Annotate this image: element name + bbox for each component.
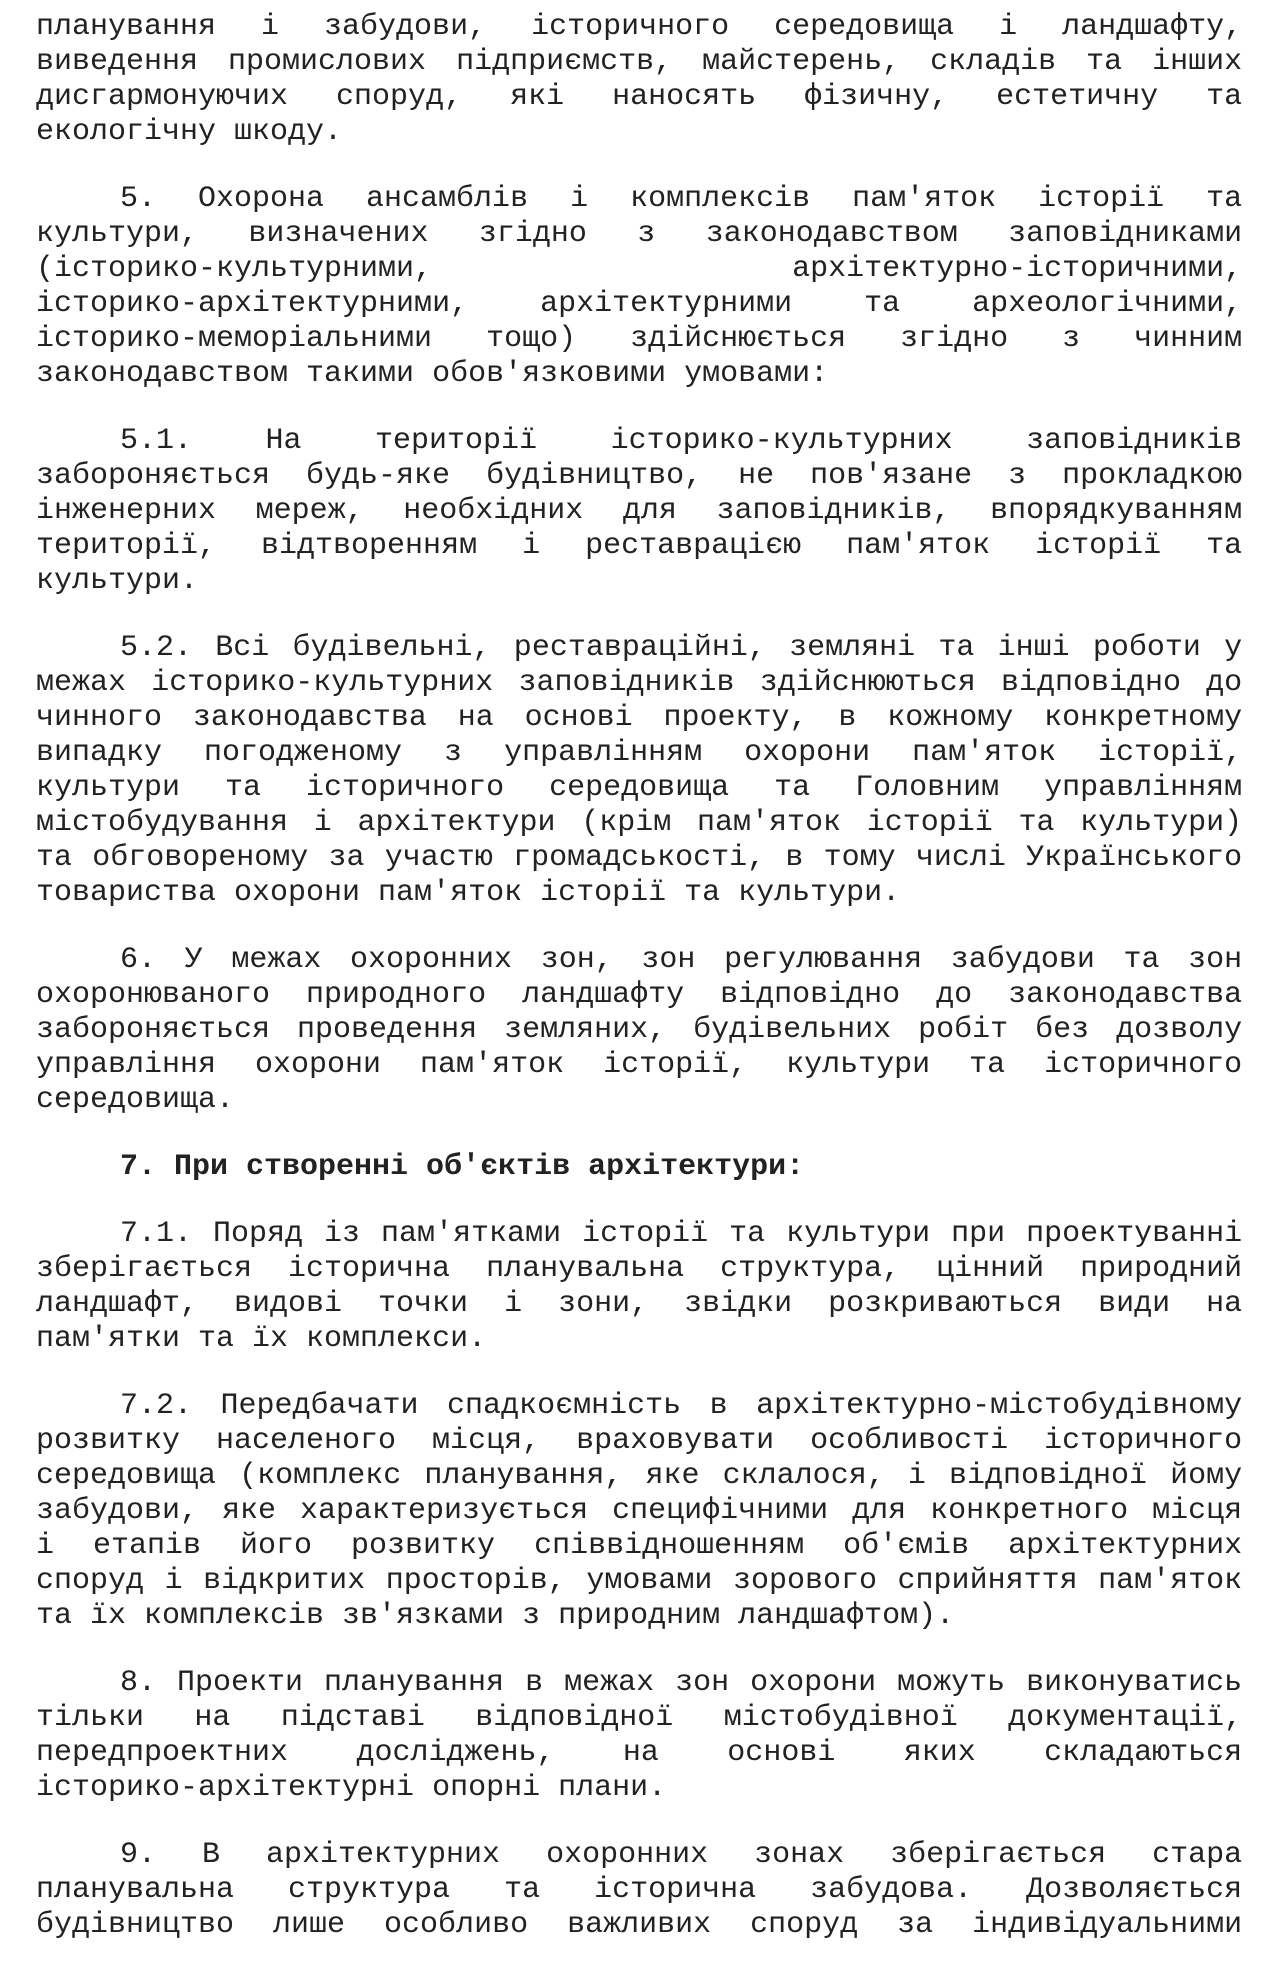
- text-line: інженерних мереж, необхідних для заповідників, впорядкуванням: [36, 494, 1243, 528]
- text-line: 6. У межах охоронних зон, зон регулювання забудови та зон: [120, 943, 1243, 977]
- text-line: та їх комплексів зв'язками з природним ландшафтом).: [36, 1599, 955, 1633]
- text-line: розвитку населеного місця, враховувати особливості історичного: [36, 1424, 1243, 1458]
- text-line: і етапів його розвитку співвідношенням об'ємів архітектурних: [36, 1529, 1243, 1563]
- text-line: передпроектних досліджень, на основі яких складаються: [36, 1736, 1243, 1770]
- text-line: культури, визначених згідно з законодавством заповідниками: [36, 217, 1243, 251]
- section-7-2: [36, 1389, 1242, 1634]
- text-line: виведення промислових підприємств, майстерень, складів та інших: [36, 45, 1243, 79]
- section-9: [36, 1838, 1242, 1943]
- text-line: управління охорони пам'яток історії, культури та історичного: [36, 1048, 1243, 1082]
- section-6: [36, 943, 1242, 1118]
- text-line: історико-меморіальними тощо) здійснюється згідно з чинним: [36, 322, 1243, 356]
- text-line: середовища.: [36, 1083, 235, 1117]
- text-line: тільки на підставі відповідної містобудівної документації,: [36, 1701, 1243, 1735]
- text-line: дисгармонуючих споруд, які наносять фізичну, естетичну та: [36, 80, 1243, 114]
- section-5-2: [36, 631, 1242, 911]
- text-line: забудови, яке характеризується специфічними для конкретного місця: [36, 1494, 1243, 1528]
- text-line: планувальна структура та історична забудова. Дозволяється: [36, 1873, 1243, 1907]
- text-line: товариства охорони пам'яток історії та культури.: [36, 876, 901, 910]
- text-line: середовища (комплекс планування, яке склалося, і відповідної йому: [36, 1459, 1243, 1493]
- text-line: пам'ятки та їх комплекси.: [36, 1322, 487, 1356]
- section-8: [36, 1666, 1242, 1806]
- text-line: 5.1. На території історико-культурних заповідників: [120, 424, 1243, 458]
- text-line: 8. Проекти планування в межах зон охорони можуть виконуватись: [120, 1666, 1243, 1700]
- text-line: зберігається історична планувальна структура, цінний природний: [36, 1252, 1243, 1286]
- text-line: 5.2. Всі будівельні, реставраційні, земляні та інші роботи у: [120, 631, 1243, 665]
- text-line: 9. В архітектурних охоронних зонах зберігається стара: [120, 1838, 1243, 1872]
- section-7-heading: [36, 1150, 1242, 1185]
- text-line: містобудування і архітектури (крім пам'яток історії та культури): [36, 806, 1243, 840]
- text-line: забороняється будь-яке будівництво, не пов'язане з прокладкою: [36, 459, 1243, 493]
- text-line: планування і забудови, історичного середовища і ландшафту,: [36, 10, 1243, 44]
- text-line: та обговореному за участю громадськості, в тому числі Українського: [36, 841, 1243, 875]
- text-line: будівництво лише особливо важливих споруд за індивідуальними: [36, 1908, 1243, 1942]
- text-line: споруд і відкритих просторів, умовами зорового сприйняття пам'яток: [36, 1564, 1243, 1598]
- text-line: ландшафт, видові точки і зони, звідки розкриваються види на: [36, 1287, 1243, 1321]
- text-line: екологічну шкоду.: [36, 115, 343, 149]
- text-line: історико-архітектурні опорні плани.: [36, 1771, 667, 1805]
- text-line: 7.2. Передбачати спадкоємність в архітектурно-містобудівному: [120, 1389, 1243, 1423]
- section-7-1: [36, 1217, 1242, 1357]
- text-line: законодавством такими обов'язковими умовами:: [36, 357, 829, 391]
- text-line: 7. При створенні об'єктів архітектури:: [120, 1150, 805, 1184]
- text-line: 5. Охорона ансамблів і комплексів пам'яток історії та: [120, 182, 1243, 216]
- text-line: межах історико-культурних заповідників здійснюються відповідно до: [36, 666, 1243, 700]
- text-line: охоронюваного природного ландшафту відповідно до законодавства: [36, 978, 1243, 1012]
- text-line: забороняється проведення земляних, будівельних робіт без дозволу: [36, 1013, 1243, 1047]
- text-line: випадку погодженому з управлінням охорони пам'яток історії,: [36, 736, 1243, 770]
- text-line: культури та історичного середовища та Головним управлінням: [36, 771, 1243, 805]
- document-body: [36, 10, 1280, 1943]
- section-5-1: [36, 424, 1242, 599]
- text-line: історико-архітектурними, архітектурними та археологічними,: [36, 287, 1243, 321]
- section-5: [36, 182, 1242, 392]
- text-line: (історико-культурними, архітектурно-історичними,: [36, 252, 1243, 286]
- text-line: чинного законодавства на основі проекту, в кожному конкретному: [36, 701, 1243, 735]
- text-line: 7.1. Поряд із пам'ятками історії та культури при проектуванні: [120, 1217, 1243, 1251]
- text-line: території, відтворенням і реставрацією пам'яток історії та: [36, 529, 1243, 563]
- paragraph-intro-continuation: [36, 10, 1242, 150]
- text-line: культури.: [36, 564, 199, 598]
